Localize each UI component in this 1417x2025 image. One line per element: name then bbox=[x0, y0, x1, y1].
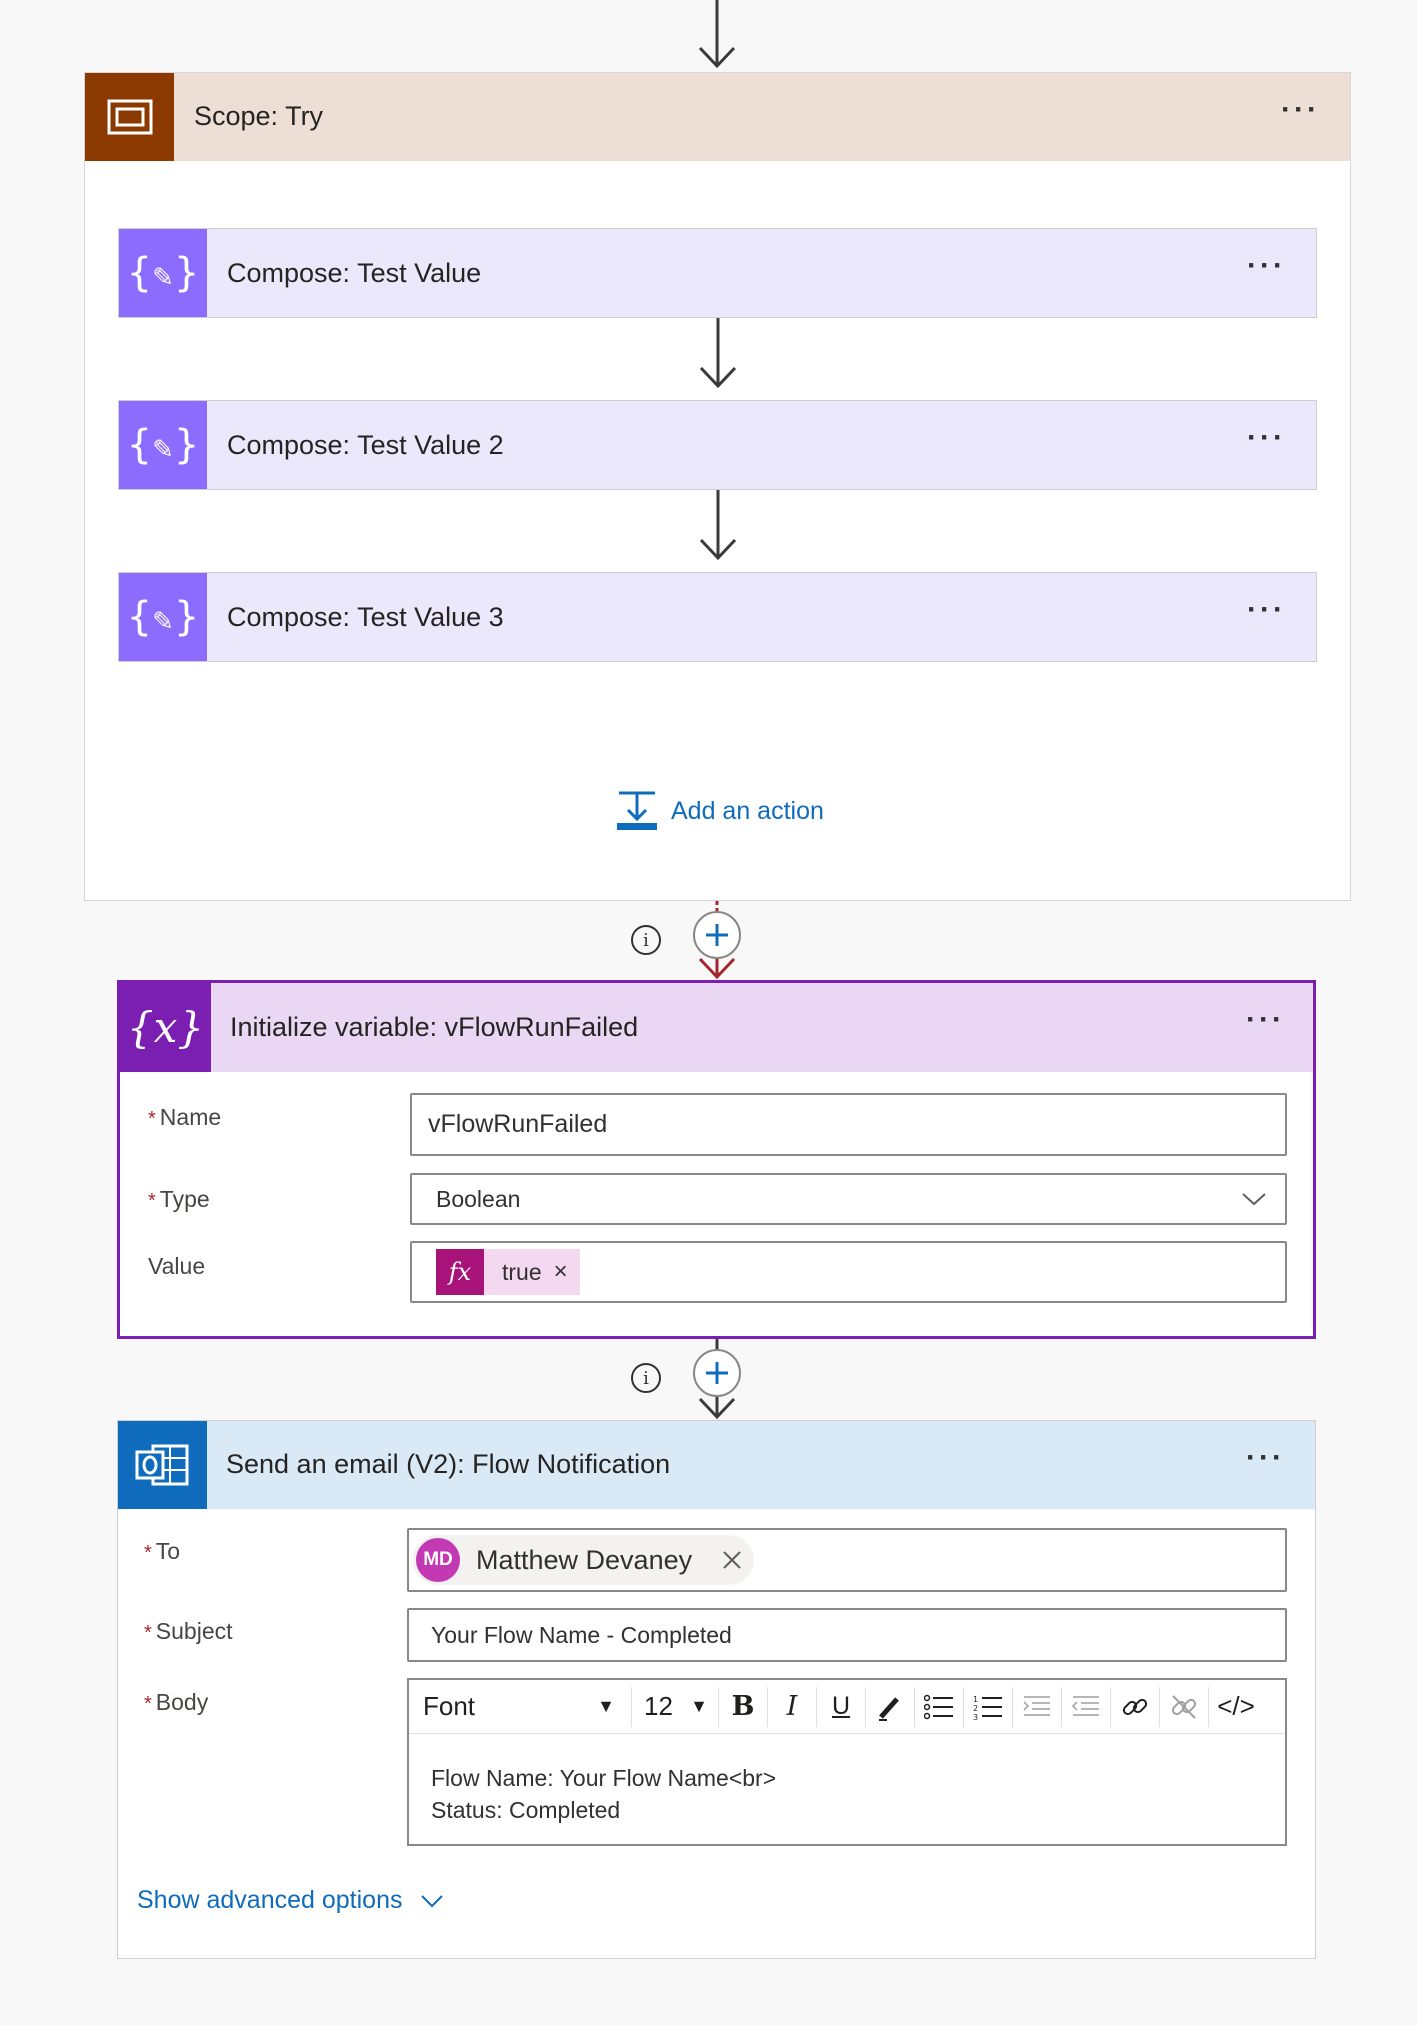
bullet-list-icon bbox=[924, 1694, 954, 1720]
type-selected-value: Boolean bbox=[436, 1185, 521, 1212]
recipient-pill[interactable] bbox=[413, 1535, 754, 1585]
run-after-info-icon[interactable]: i bbox=[631, 925, 661, 955]
compose-icon: {✎} bbox=[119, 573, 207, 661]
scope-header[interactable] bbox=[85, 73, 1350, 161]
email-more-options-button[interactable]: ··· bbox=[1246, 1441, 1285, 1474]
body-label: * Body bbox=[144, 1689, 209, 1715]
outlook-icon bbox=[118, 1421, 207, 1509]
scope-title: Scope: Try bbox=[194, 101, 324, 131]
add-an-action-button[interactable] bbox=[615, 790, 824, 832]
close-icon[interactable] bbox=[722, 1550, 742, 1570]
compose-more-options-button[interactable]: ··· bbox=[1247, 593, 1286, 626]
avatar: MD bbox=[416, 1538, 460, 1582]
scope-more-options-button[interactable]: ··· bbox=[1281, 93, 1320, 126]
bold-button[interactable]: B bbox=[731, 1691, 755, 1722]
compose-more-options-button[interactable]: ··· bbox=[1247, 249, 1286, 282]
link-icon bbox=[1121, 1693, 1149, 1721]
variable-header[interactable] bbox=[120, 983, 1313, 1072]
body-line: Flow Name: Your Flow Name<br> bbox=[431, 1765, 777, 1791]
variable-name-input[interactable]: vFlowRunFailed bbox=[410, 1093, 1287, 1156]
to-label: * To bbox=[144, 1538, 181, 1564]
svg-text:3: 3 bbox=[973, 1712, 979, 1720]
underline-button[interactable]: U bbox=[831, 1692, 851, 1720]
font-size-dropdown[interactable]: 12 ▼ bbox=[644, 1691, 708, 1721]
compose-more-options-button[interactable]: ··· bbox=[1247, 421, 1286, 454]
svg-text:2: 2 bbox=[973, 1703, 979, 1713]
connector-arrow bbox=[699, 490, 737, 564]
run-after-info-icon[interactable]: i bbox=[631, 1363, 661, 1393]
font-family-dropdown[interactable]: Font ▼ bbox=[423, 1691, 615, 1721]
outdent-icon bbox=[1071, 1694, 1101, 1720]
chevron-down-icon bbox=[420, 1894, 444, 1908]
svg-text:1: 1 bbox=[973, 1694, 979, 1704]
highlighter-icon bbox=[877, 1693, 903, 1721]
variable-value-input[interactable] bbox=[410, 1241, 1287, 1303]
bullet-list-button[interactable] bbox=[917, 1684, 961, 1730]
type-label: * Type bbox=[148, 1186, 210, 1212]
add-action-icon bbox=[615, 790, 659, 832]
show-advanced-options-link[interactable]: Show advanced options bbox=[137, 1886, 444, 1915]
numbered-list-button[interactable] bbox=[966, 1684, 1010, 1730]
token-value: true bbox=[502, 1258, 542, 1285]
body-editor bbox=[407, 1678, 1287, 1846]
plus-icon bbox=[704, 922, 730, 948]
insert-step-button[interactable] bbox=[693, 1349, 741, 1397]
email-title: Send an email (V2): Flow Notification bbox=[226, 1449, 671, 1479]
insert-link-button[interactable] bbox=[1113, 1684, 1157, 1730]
body-line: Status: Completed bbox=[431, 1797, 621, 1823]
indent-icon bbox=[1022, 1694, 1052, 1720]
remove-link-button[interactable] bbox=[1162, 1684, 1206, 1730]
expression-token[interactable] bbox=[436, 1249, 580, 1295]
italic-button[interactable]: I bbox=[786, 1691, 798, 1722]
name-label: * Name bbox=[148, 1104, 222, 1130]
add-action-label: Add an action bbox=[671, 796, 824, 825]
highlight-button[interactable] bbox=[868, 1684, 912, 1730]
initialize-variable-card bbox=[117, 980, 1316, 1339]
variable-title: Initialize variable: vFlowRunFailed bbox=[230, 1012, 639, 1042]
compose-test-value-card[interactable] bbox=[118, 228, 1317, 318]
code-view-button[interactable]: </> bbox=[1217, 1691, 1255, 1721]
remove-token-icon[interactable]: × bbox=[553, 1258, 568, 1285]
rich-text-toolbar bbox=[409, 1680, 1285, 1734]
compose-title: Compose: Test Value 3 bbox=[227, 602, 504, 632]
subject-label: * Subject bbox=[144, 1618, 233, 1644]
compose-title: Compose: Test Value 2 bbox=[227, 430, 504, 460]
insert-step-button[interactable] bbox=[693, 911, 741, 959]
numbered-list-icon bbox=[973, 1694, 1003, 1720]
compose-test-value-2-card[interactable] bbox=[118, 400, 1317, 490]
recipient-name: Matthew Devaney bbox=[476, 1544, 693, 1575]
to-input[interactable] bbox=[407, 1528, 1287, 1592]
compose-icon: {✎} bbox=[119, 229, 207, 317]
variable-type-dropdown[interactable] bbox=[410, 1173, 1287, 1225]
outdent-button[interactable] bbox=[1064, 1684, 1108, 1730]
scope-try-card bbox=[84, 72, 1351, 901]
expression-fx-icon: fx bbox=[436, 1249, 484, 1295]
value-label: Value bbox=[148, 1253, 206, 1279]
variable-icon: {x} bbox=[120, 983, 211, 1072]
connector-arrow-top bbox=[698, 0, 736, 72]
connector-arrow bbox=[699, 318, 737, 392]
compose-title: Compose: Test Value bbox=[227, 258, 482, 288]
subject-input[interactable]: Your Flow Name - Completed bbox=[407, 1608, 1287, 1662]
indent-button[interactable] bbox=[1015, 1684, 1059, 1730]
compose-test-value-3-card[interactable] bbox=[118, 572, 1317, 662]
plus-icon bbox=[704, 1360, 730, 1386]
compose-icon: {✎} bbox=[119, 401, 207, 489]
body-content[interactable] bbox=[431, 1762, 776, 1826]
variable-more-options-button[interactable]: ··· bbox=[1246, 1003, 1285, 1036]
unlink-icon bbox=[1170, 1693, 1198, 1721]
email-header[interactable] bbox=[118, 1421, 1315, 1509]
send-email-card bbox=[117, 1420, 1316, 1959]
chevron-down-icon bbox=[1241, 1191, 1267, 1207]
scope-icon bbox=[85, 73, 174, 161]
